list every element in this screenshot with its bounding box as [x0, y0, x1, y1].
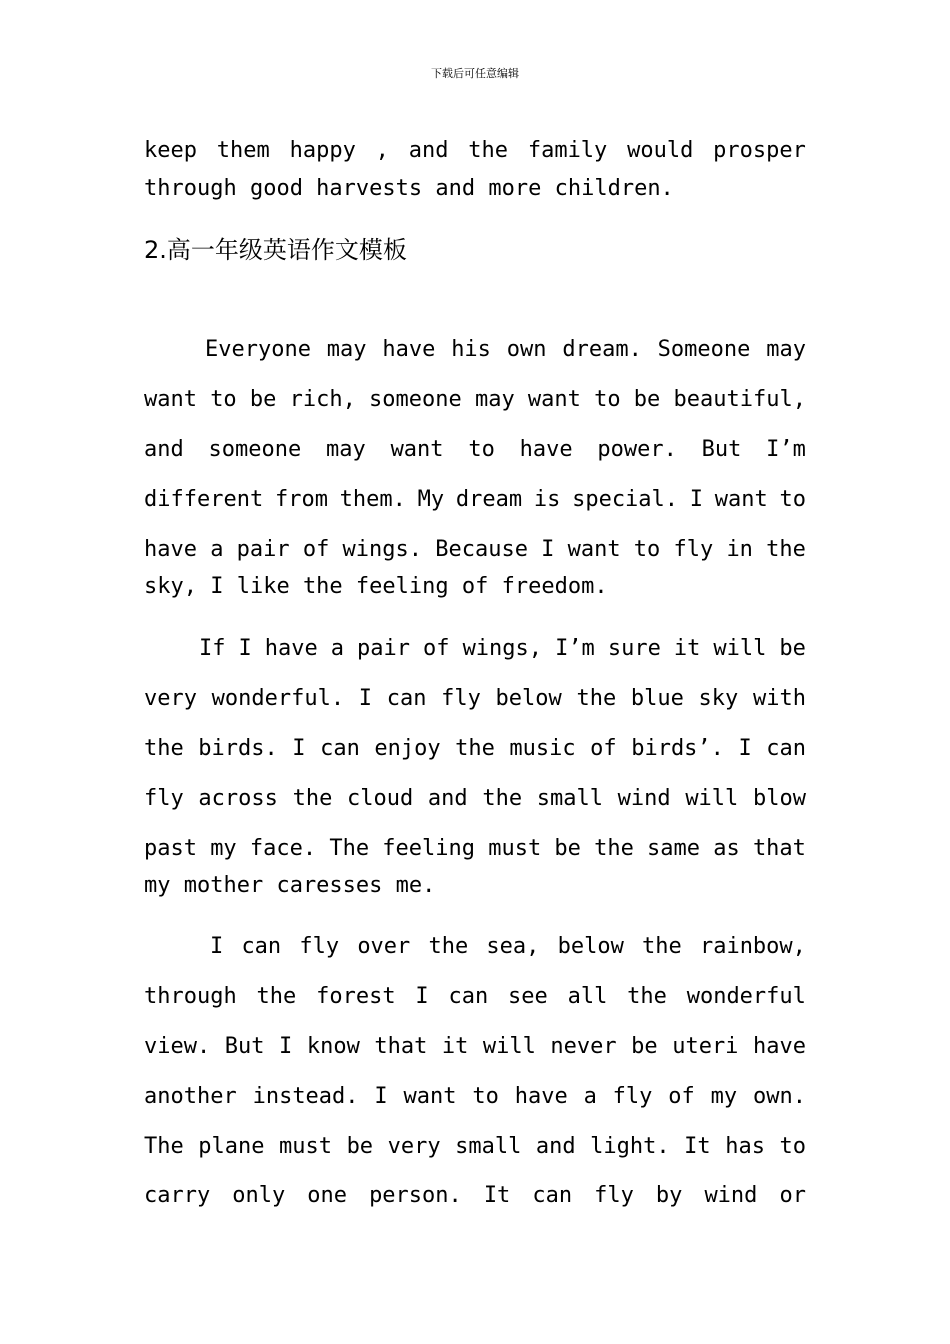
word: beautiful, — [673, 387, 806, 413]
word: want — [527, 387, 581, 413]
word: can — [386, 686, 427, 712]
word: the — [576, 686, 617, 712]
word: may — [474, 387, 515, 413]
word: fly — [612, 1083, 653, 1109]
word: sea, — [486, 934, 540, 960]
word: instead. — [252, 1083, 359, 1109]
word: a — [330, 636, 345, 662]
word: someone — [208, 436, 302, 462]
word: one — [307, 1183, 348, 1209]
word: as — [713, 835, 740, 861]
word: in — [726, 536, 753, 562]
word: plane — [198, 1133, 265, 1159]
word: of — [302, 536, 330, 562]
word: that — [374, 1033, 428, 1059]
word: Someone — [657, 337, 751, 363]
word: person. — [369, 1183, 462, 1209]
word: below — [557, 934, 624, 960]
word: fly — [673, 536, 714, 562]
word: someone — [369, 387, 462, 413]
word: the — [256, 984, 297, 1010]
word: to — [594, 387, 621, 413]
word: pair — [236, 536, 290, 562]
word: birds. — [198, 735, 278, 761]
word: want — [144, 387, 197, 413]
word: and — [144, 436, 184, 462]
word: special. — [572, 486, 679, 512]
word: is — [533, 486, 561, 512]
word: wings, — [462, 636, 543, 662]
word: , — [375, 138, 389, 164]
text-line — [144, 972, 806, 1022]
word: small — [536, 785, 603, 811]
word: them. — [339, 486, 406, 512]
word: want — [714, 486, 768, 512]
word: my — [710, 1083, 738, 1109]
word: wind — [617, 785, 671, 811]
word: may — [766, 337, 806, 363]
word: below — [495, 686, 562, 712]
text-line: through good harvests and more children. — [144, 175, 674, 201]
word: have — [382, 337, 436, 363]
word: want — [567, 536, 621, 562]
word: it — [673, 636, 701, 662]
word: of — [590, 735, 617, 761]
word: to — [779, 1133, 806, 1159]
word: a — [210, 536, 224, 562]
word: another — [144, 1083, 237, 1109]
text-line — [144, 524, 806, 574]
text-line — [144, 126, 806, 176]
word: cloud — [347, 785, 414, 811]
page-header-note: 下载后可任意编辑 — [431, 67, 519, 80]
word: different — [144, 486, 264, 512]
word: the — [642, 934, 682, 960]
word: to — [468, 436, 495, 462]
text-line — [144, 1121, 806, 1171]
text-line — [144, 823, 806, 873]
word: to — [633, 536, 661, 562]
text-line — [144, 773, 806, 823]
word: birds’. — [631, 735, 724, 761]
word: fly — [144, 785, 184, 811]
text-line — [144, 1171, 806, 1221]
word: over — [357, 934, 411, 960]
word: I — [238, 636, 252, 662]
word: can — [766, 735, 806, 761]
word: be — [249, 387, 277, 413]
word: own — [506, 337, 547, 363]
word: music — [509, 735, 576, 761]
word: I — [210, 934, 224, 960]
word: will — [713, 636, 767, 662]
word: wings. — [342, 536, 423, 562]
word: have — [144, 536, 197, 562]
text-line: sky, I like the feeling of freedom. — [144, 573, 608, 599]
text-line — [144, 474, 806, 524]
word: know — [306, 1033, 360, 1059]
word: have — [514, 1083, 568, 1109]
word: will — [685, 785, 739, 811]
word: blue — [630, 686, 684, 712]
word: wind — [704, 1183, 758, 1209]
word: must — [488, 835, 542, 861]
word: fly — [299, 934, 340, 960]
text-line — [144, 375, 806, 425]
word: of — [423, 636, 450, 662]
word: the — [766, 536, 806, 562]
word: I — [415, 984, 429, 1010]
word: of — [668, 1083, 695, 1109]
word: or — [779, 1183, 806, 1209]
word: dream — [455, 486, 523, 512]
word: his — [451, 337, 491, 363]
word: Because — [435, 536, 528, 562]
word: past — [144, 835, 197, 861]
word: be — [346, 1133, 374, 1159]
word: must — [279, 1133, 333, 1159]
word: feeling — [382, 835, 475, 861]
word: I — [292, 735, 306, 761]
word: keep — [144, 138, 197, 164]
word: But — [224, 1033, 265, 1059]
word: the — [627, 984, 667, 1010]
word: same — [647, 835, 701, 861]
word: have — [264, 636, 318, 662]
text-line — [144, 922, 806, 972]
word: happy — [289, 138, 356, 164]
word: the — [455, 735, 495, 761]
word: I’m — [766, 436, 806, 462]
word: would — [627, 138, 694, 164]
word: wonderful — [686, 984, 806, 1010]
word: through — [144, 984, 237, 1010]
word: only — [232, 1183, 286, 1209]
word: see — [508, 984, 548, 1010]
word: fly — [441, 686, 481, 712]
word: I’m — [555, 636, 595, 662]
word: Everyone — [205, 337, 311, 363]
word: the — [144, 735, 184, 761]
word: blow — [752, 785, 806, 811]
word: be — [779, 636, 806, 662]
word: face. — [249, 835, 317, 861]
text-line — [144, 425, 806, 475]
word: the — [292, 785, 333, 811]
word: with — [752, 686, 806, 712]
word: enjoy — [374, 735, 441, 761]
word: them — [216, 138, 270, 164]
word: I — [374, 1083, 388, 1109]
word: the — [468, 138, 509, 164]
word: the — [594, 835, 634, 861]
word: family — [527, 138, 608, 164]
text-line — [144, 674, 806, 724]
word: and — [535, 1133, 576, 1159]
word: never — [550, 1033, 617, 1059]
word: I — [358, 686, 373, 712]
word: be — [554, 835, 581, 861]
word: If — [199, 636, 226, 662]
word: will — [482, 1033, 536, 1059]
word: it — [441, 1033, 469, 1059]
text-line — [144, 1022, 806, 1072]
word: own. — [753, 1083, 806, 1109]
word: I — [279, 1033, 293, 1059]
continuation-text — [144, 126, 806, 226]
word: uteri — [672, 1033, 739, 1059]
word: be — [631, 1033, 658, 1059]
word: can — [320, 735, 360, 761]
word: to — [472, 1083, 499, 1109]
word: can — [241, 934, 282, 960]
essay-paragraph-1 — [144, 325, 806, 624]
section-heading: 2.高一年级英语作文模板 — [144, 236, 407, 264]
word: all — [567, 984, 608, 1010]
essay-paragraph-3 — [144, 922, 806, 1221]
word: may — [326, 337, 367, 363]
word: pair — [357, 636, 411, 662]
word: power. — [597, 436, 677, 462]
word: I — [541, 536, 555, 562]
word: very — [387, 1133, 441, 1159]
word: to — [210, 387, 237, 413]
word: rich, — [289, 387, 356, 413]
word: I — [738, 735, 752, 761]
word: The — [329, 835, 370, 861]
word: that — [752, 835, 806, 861]
word: may — [326, 436, 366, 462]
word: from — [274, 486, 328, 512]
word: has — [725, 1133, 765, 1159]
word: across — [198, 785, 278, 811]
word: It — [483, 1183, 511, 1209]
word: to — [779, 486, 806, 512]
text-line — [144, 624, 806, 674]
text-line — [144, 325, 806, 375]
word: small — [455, 1133, 522, 1159]
essay-paragraph-2 — [144, 624, 806, 923]
word: sure — [607, 636, 661, 662]
word: can — [532, 1183, 573, 1209]
text-line: my mother caresses me. — [144, 872, 436, 898]
word: by — [655, 1183, 683, 1209]
word: prosper — [713, 138, 806, 164]
word: have — [752, 1033, 806, 1059]
word: It — [684, 1133, 711, 1159]
word: carry — [144, 1183, 211, 1209]
word: have — [519, 436, 573, 462]
word: want — [390, 436, 444, 462]
word: view. — [144, 1033, 211, 1059]
word: dream. — [562, 337, 642, 363]
text-line — [144, 1071, 806, 1121]
word: a — [583, 1083, 597, 1109]
text-line — [144, 724, 806, 774]
word: want — [403, 1083, 457, 1109]
word: the — [482, 785, 523, 811]
word: wonderful. — [211, 686, 345, 712]
word: The — [144, 1133, 184, 1159]
word: very — [144, 686, 197, 712]
word: light. — [590, 1133, 670, 1159]
word: can — [448, 984, 489, 1010]
word: forest — [316, 984, 396, 1010]
word: and — [427, 785, 468, 811]
word: rainbow, — [699, 934, 806, 960]
word: be — [633, 387, 661, 413]
word: But — [701, 436, 742, 462]
word: sky — [698, 686, 739, 712]
word: I — [689, 486, 704, 512]
word: and — [408, 138, 449, 164]
word: My — [417, 486, 445, 512]
word: the — [428, 934, 469, 960]
word: my — [210, 835, 237, 861]
word: fly — [594, 1183, 634, 1209]
